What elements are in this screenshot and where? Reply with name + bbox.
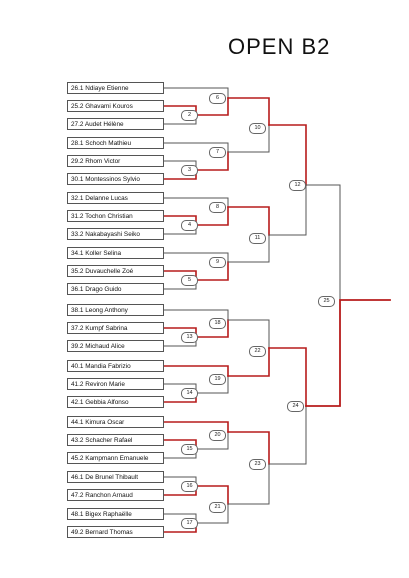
player-box: 38.1 Leong Anthony bbox=[67, 304, 164, 316]
player-box: 40.1 Mandia Fabrizio bbox=[67, 360, 164, 372]
match-number-badge: 13 bbox=[181, 332, 198, 343]
player-box: 31.2 Tochon Christian bbox=[67, 210, 164, 222]
match-number-badge: 2 bbox=[181, 110, 198, 121]
player-box: 25.2 Ghavami Kouros bbox=[67, 100, 164, 112]
player-box: 41.2 Reviron Marie bbox=[67, 378, 164, 390]
match-number-badge: 23 bbox=[249, 459, 266, 470]
player-box: 45.2 Kampmann Emanuele bbox=[67, 452, 164, 464]
player-box: 33.2 Nakabayashi Seiko bbox=[67, 228, 164, 240]
match-number-badge: 20 bbox=[209, 430, 226, 441]
match-number-badge: 18 bbox=[209, 318, 226, 329]
player-box: 34.1 Koller Selina bbox=[67, 247, 164, 259]
match-number-badge: 14 bbox=[181, 388, 198, 399]
match-number-badge: 15 bbox=[181, 444, 198, 455]
player-box: 35.2 Duvauchelle Zoé bbox=[67, 265, 164, 277]
player-box: 43.2 Schacher Rafael bbox=[67, 434, 164, 446]
player-box: 32.1 Delanne Lucas bbox=[67, 192, 164, 204]
match-number-badge: 6 bbox=[209, 93, 226, 104]
match-number-badge: 16 bbox=[181, 481, 198, 492]
player-box: 42.1 Gebbia Alfonso bbox=[67, 396, 164, 408]
player-box: 44.1 Kimura Oscar bbox=[67, 416, 164, 428]
match-number-badge: 10 bbox=[249, 123, 266, 134]
player-box: 29.2 Rhom Victor bbox=[67, 155, 164, 167]
player-box: 47.2 Ranchon Arnaud bbox=[67, 489, 164, 501]
player-box: 39.2 Michaud Alice bbox=[67, 340, 164, 352]
match-number-badge: 19 bbox=[209, 374, 226, 385]
match-number-badge: 4 bbox=[181, 220, 198, 231]
match-number-badge: 9 bbox=[209, 257, 226, 268]
player-box: 30.1 Montessinos Sylvio bbox=[67, 173, 164, 185]
player-box: 27.2 Audet Hélène bbox=[67, 118, 164, 130]
page-title: OPEN B2 bbox=[228, 34, 331, 59]
match-number-badge: 11 bbox=[249, 233, 266, 244]
match-number-badge: 25 bbox=[318, 296, 335, 307]
player-box: 37.2 Kumpf Sabrina bbox=[67, 322, 164, 334]
match-number-badge: 3 bbox=[181, 165, 198, 176]
match-number-badge: 7 bbox=[209, 147, 226, 158]
match-number-badge: 12 bbox=[289, 180, 306, 191]
player-box: 49.2 Bernard Thomas bbox=[67, 526, 164, 538]
match-number-badge: 8 bbox=[209, 202, 226, 213]
match-number-badge: 24 bbox=[287, 401, 304, 412]
match-number-badge: 5 bbox=[181, 275, 198, 286]
player-box: 26.1 Ndiaye Etienne bbox=[67, 82, 164, 94]
match-number-badge: 21 bbox=[209, 502, 226, 513]
player-box: 28.1 Schoch Mathieu bbox=[67, 137, 164, 149]
match-number-badge: 17 bbox=[181, 518, 198, 529]
player-box: 46.1 De Brunel Thibault bbox=[67, 471, 164, 483]
player-box: 48.1 Bigex Raphaëlle bbox=[67, 508, 164, 520]
player-box: 36.1 Drago Guido bbox=[67, 283, 164, 295]
match-number-badge: 22 bbox=[249, 346, 266, 357]
